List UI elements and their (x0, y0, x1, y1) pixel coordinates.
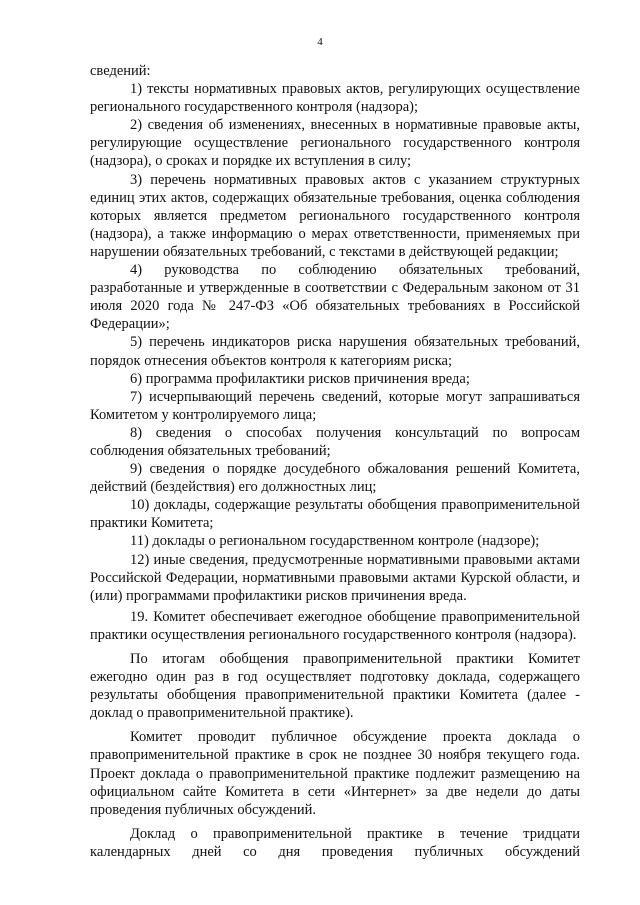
paragraph: сведений: (90, 63, 151, 79)
list-item: 2) сведения об изменениях, внесенных в нормативные правовые акты, регулирующие осуществление регионального государственного контроля (надзора), о сроках и порядке их вступления в силу; (90, 117, 580, 170)
list-item: 12) иные сведения, предусмотренные нормативными правовыми актами Российской Федерации, нормативными правовыми актами Курской области, и (или) программами профилактики рисков причинения вреда. (90, 551, 580, 604)
paragraph: 19. Комитет обеспечивает ежегодное обобщение правоприменительной практики осуществления регионального государственного контроля (надзора). (90, 608, 580, 643)
list-item: 9) сведения о порядке досудебного обжалования решений Комитета, действий (бездействия) его должностных лиц; (90, 461, 580, 496)
paragraph: Комитет проводит публичное обсуждение проекта доклада о правоприменительной практике в срок не позднее 30 ноября текущего года. Проект доклада о правоприменительной практике подлежит размещению на официальном сайте Комитета в сети «Интернет» за две недели до даты проведения публичных обсуждений. (90, 729, 580, 818)
document-body (90, 62, 580, 861)
list-item: 5) перечень индикаторов риска нарушения обязательных требований, порядок отнесения объектов контроля к категориям риска; (90, 334, 580, 369)
paragraph: Доклад о правоприменительной практике в течение тридцати календарных дней со дня проведения публичных обсуждений (90, 825, 580, 860)
list-item: 10) доклады, содержащие результаты обобщения правоприменительной практики Комитета; (90, 497, 580, 532)
page-number: 4 (317, 36, 323, 48)
list-item: 1) тексты нормативных правовых актов, регулирующих осуществление регионального государственного контроля (надзора); (90, 81, 580, 116)
list-item: 7) исчерпывающий перечень сведений, которые могут запрашиваться Комитетом у контролируемого лица; (90, 388, 580, 423)
list-item: 6) программа профилактики рисков причинения вреда; (130, 370, 470, 387)
list-item: 4) руководства по соблюдению обязательных требований, разработанные и утвержденные в соответствии с Федеральным законом от 31 июля 2020 года № 247-ФЗ «Об обязательных требованиях в Российской Федерации»; (90, 262, 580, 333)
list-item: 11) доклады о региональном государственном контроле (надзоре); (130, 533, 540, 550)
paragraph: По итогам обобщения правоприменительной практики Комитет ежегодно один раз в год осуществляет подготовку доклада, содержащего результаты обобщения правоприменительной практики Комитета (далее - доклад о правоприменительной практике). (90, 651, 580, 722)
list-item: 8) сведения о способах получения консультаций по вопросам соблюдения обязательных требований; (90, 424, 580, 459)
list-item: 3) перечень нормативных правовых актов с указанием структурных единиц этих актов, содержащих обязательные требования, оценка соблюдения которых является предметом регионального государственного контроля (надзора), а также информацию о мерах ответственности, применяемых при нарушении обязательных требований, с текстами в действующей редакции; (90, 171, 580, 260)
